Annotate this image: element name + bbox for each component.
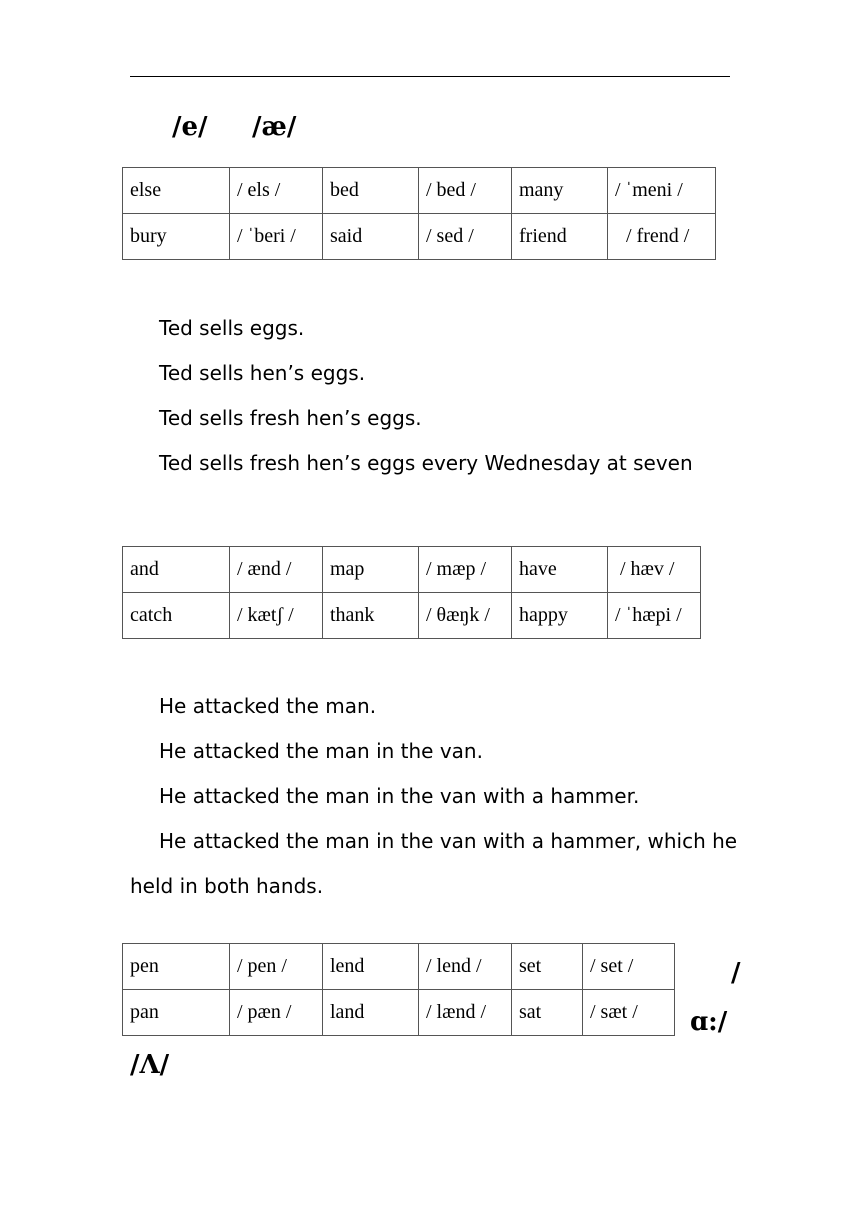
table-row bbox=[123, 547, 701, 593]
vocab-table-e-ae-contrast bbox=[122, 943, 675, 1036]
phonetic-cell: / ˈhæpi / bbox=[608, 593, 701, 639]
phonetic-cell: / θæŋk / bbox=[419, 593, 512, 639]
phoneme-slash: / bbox=[731, 958, 741, 988]
table-row bbox=[123, 593, 701, 639]
phoneme-heading-wedge: /Λ/ bbox=[130, 1050, 170, 1080]
phonetic-cell: / lænd / bbox=[419, 990, 512, 1036]
practice-sentence: Ted sells hen’s eggs. bbox=[159, 361, 366, 385]
practice-sentence: He attacked the man. bbox=[159, 694, 377, 718]
practice-sentence: He attacked the man in the van. bbox=[159, 739, 483, 763]
word-cell: bed bbox=[323, 168, 419, 214]
phoneme-heading-e: /e/ bbox=[172, 112, 208, 142]
phonetic-cell: / hæv / bbox=[608, 547, 701, 593]
word-cell: set bbox=[512, 944, 583, 990]
word-cell: said bbox=[323, 214, 419, 260]
phonetic-cell: / ˈberi / bbox=[230, 214, 323, 260]
table-row bbox=[123, 168, 716, 214]
word-cell: many bbox=[512, 168, 608, 214]
phonetic-cell: / lend / bbox=[419, 944, 512, 990]
phonetic-cell: / els / bbox=[230, 168, 323, 214]
word-cell: lend bbox=[323, 944, 419, 990]
word-cell: map bbox=[323, 547, 419, 593]
phonetic-cell: / ænd / bbox=[230, 547, 323, 593]
practice-sentence: Ted sells eggs. bbox=[159, 316, 305, 340]
practice-sentence: He attacked the man in the van with a hammer. bbox=[159, 784, 640, 808]
word-cell: friend bbox=[512, 214, 608, 260]
word-cell: land bbox=[323, 990, 419, 1036]
phonetic-cell: / frend / bbox=[608, 214, 716, 260]
word-cell: thank bbox=[323, 593, 419, 639]
word-cell: happy bbox=[512, 593, 608, 639]
phonetic-cell: / ˈmeni / bbox=[608, 168, 716, 214]
phoneme-heading-ae: /æ/ bbox=[252, 112, 297, 142]
table-row bbox=[123, 944, 675, 990]
phonetic-cell: / bed / bbox=[419, 168, 512, 214]
practice-sentence-continuation: held in both hands. bbox=[130, 874, 324, 898]
word-cell: catch bbox=[123, 593, 230, 639]
phonetic-cell: / pen / bbox=[230, 944, 323, 990]
word-cell: and bbox=[123, 547, 230, 593]
practice-sentence: He attacked the man in the van with a hammer, which he bbox=[159, 829, 738, 853]
word-cell: else bbox=[123, 168, 230, 214]
phonetic-cell: / sæt / bbox=[583, 990, 675, 1036]
word-cell: pan bbox=[123, 990, 230, 1036]
vocab-table-e bbox=[122, 167, 716, 260]
word-cell: have bbox=[512, 547, 608, 593]
phonetic-cell: / kætʃ / bbox=[230, 593, 323, 639]
header-rule bbox=[130, 76, 730, 77]
phonetic-cell: / mæp / bbox=[419, 547, 512, 593]
word-cell: pen bbox=[123, 944, 230, 990]
phoneme-heading-a-long: ɑ:/ bbox=[690, 1007, 728, 1037]
table-row bbox=[123, 214, 716, 260]
phonetic-cell: / pæn / bbox=[230, 990, 323, 1036]
vocab-table-ae bbox=[122, 546, 701, 639]
word-cell: bury bbox=[123, 214, 230, 260]
phonetic-cell: / sed / bbox=[419, 214, 512, 260]
table-row bbox=[123, 990, 675, 1036]
phonetic-cell: / set / bbox=[583, 944, 675, 990]
practice-sentence: Ted sells fresh hen’s eggs. bbox=[159, 406, 422, 430]
word-cell: sat bbox=[512, 990, 583, 1036]
practice-sentence: Ted sells fresh hen’s eggs every Wednesday at seven bbox=[159, 451, 693, 475]
